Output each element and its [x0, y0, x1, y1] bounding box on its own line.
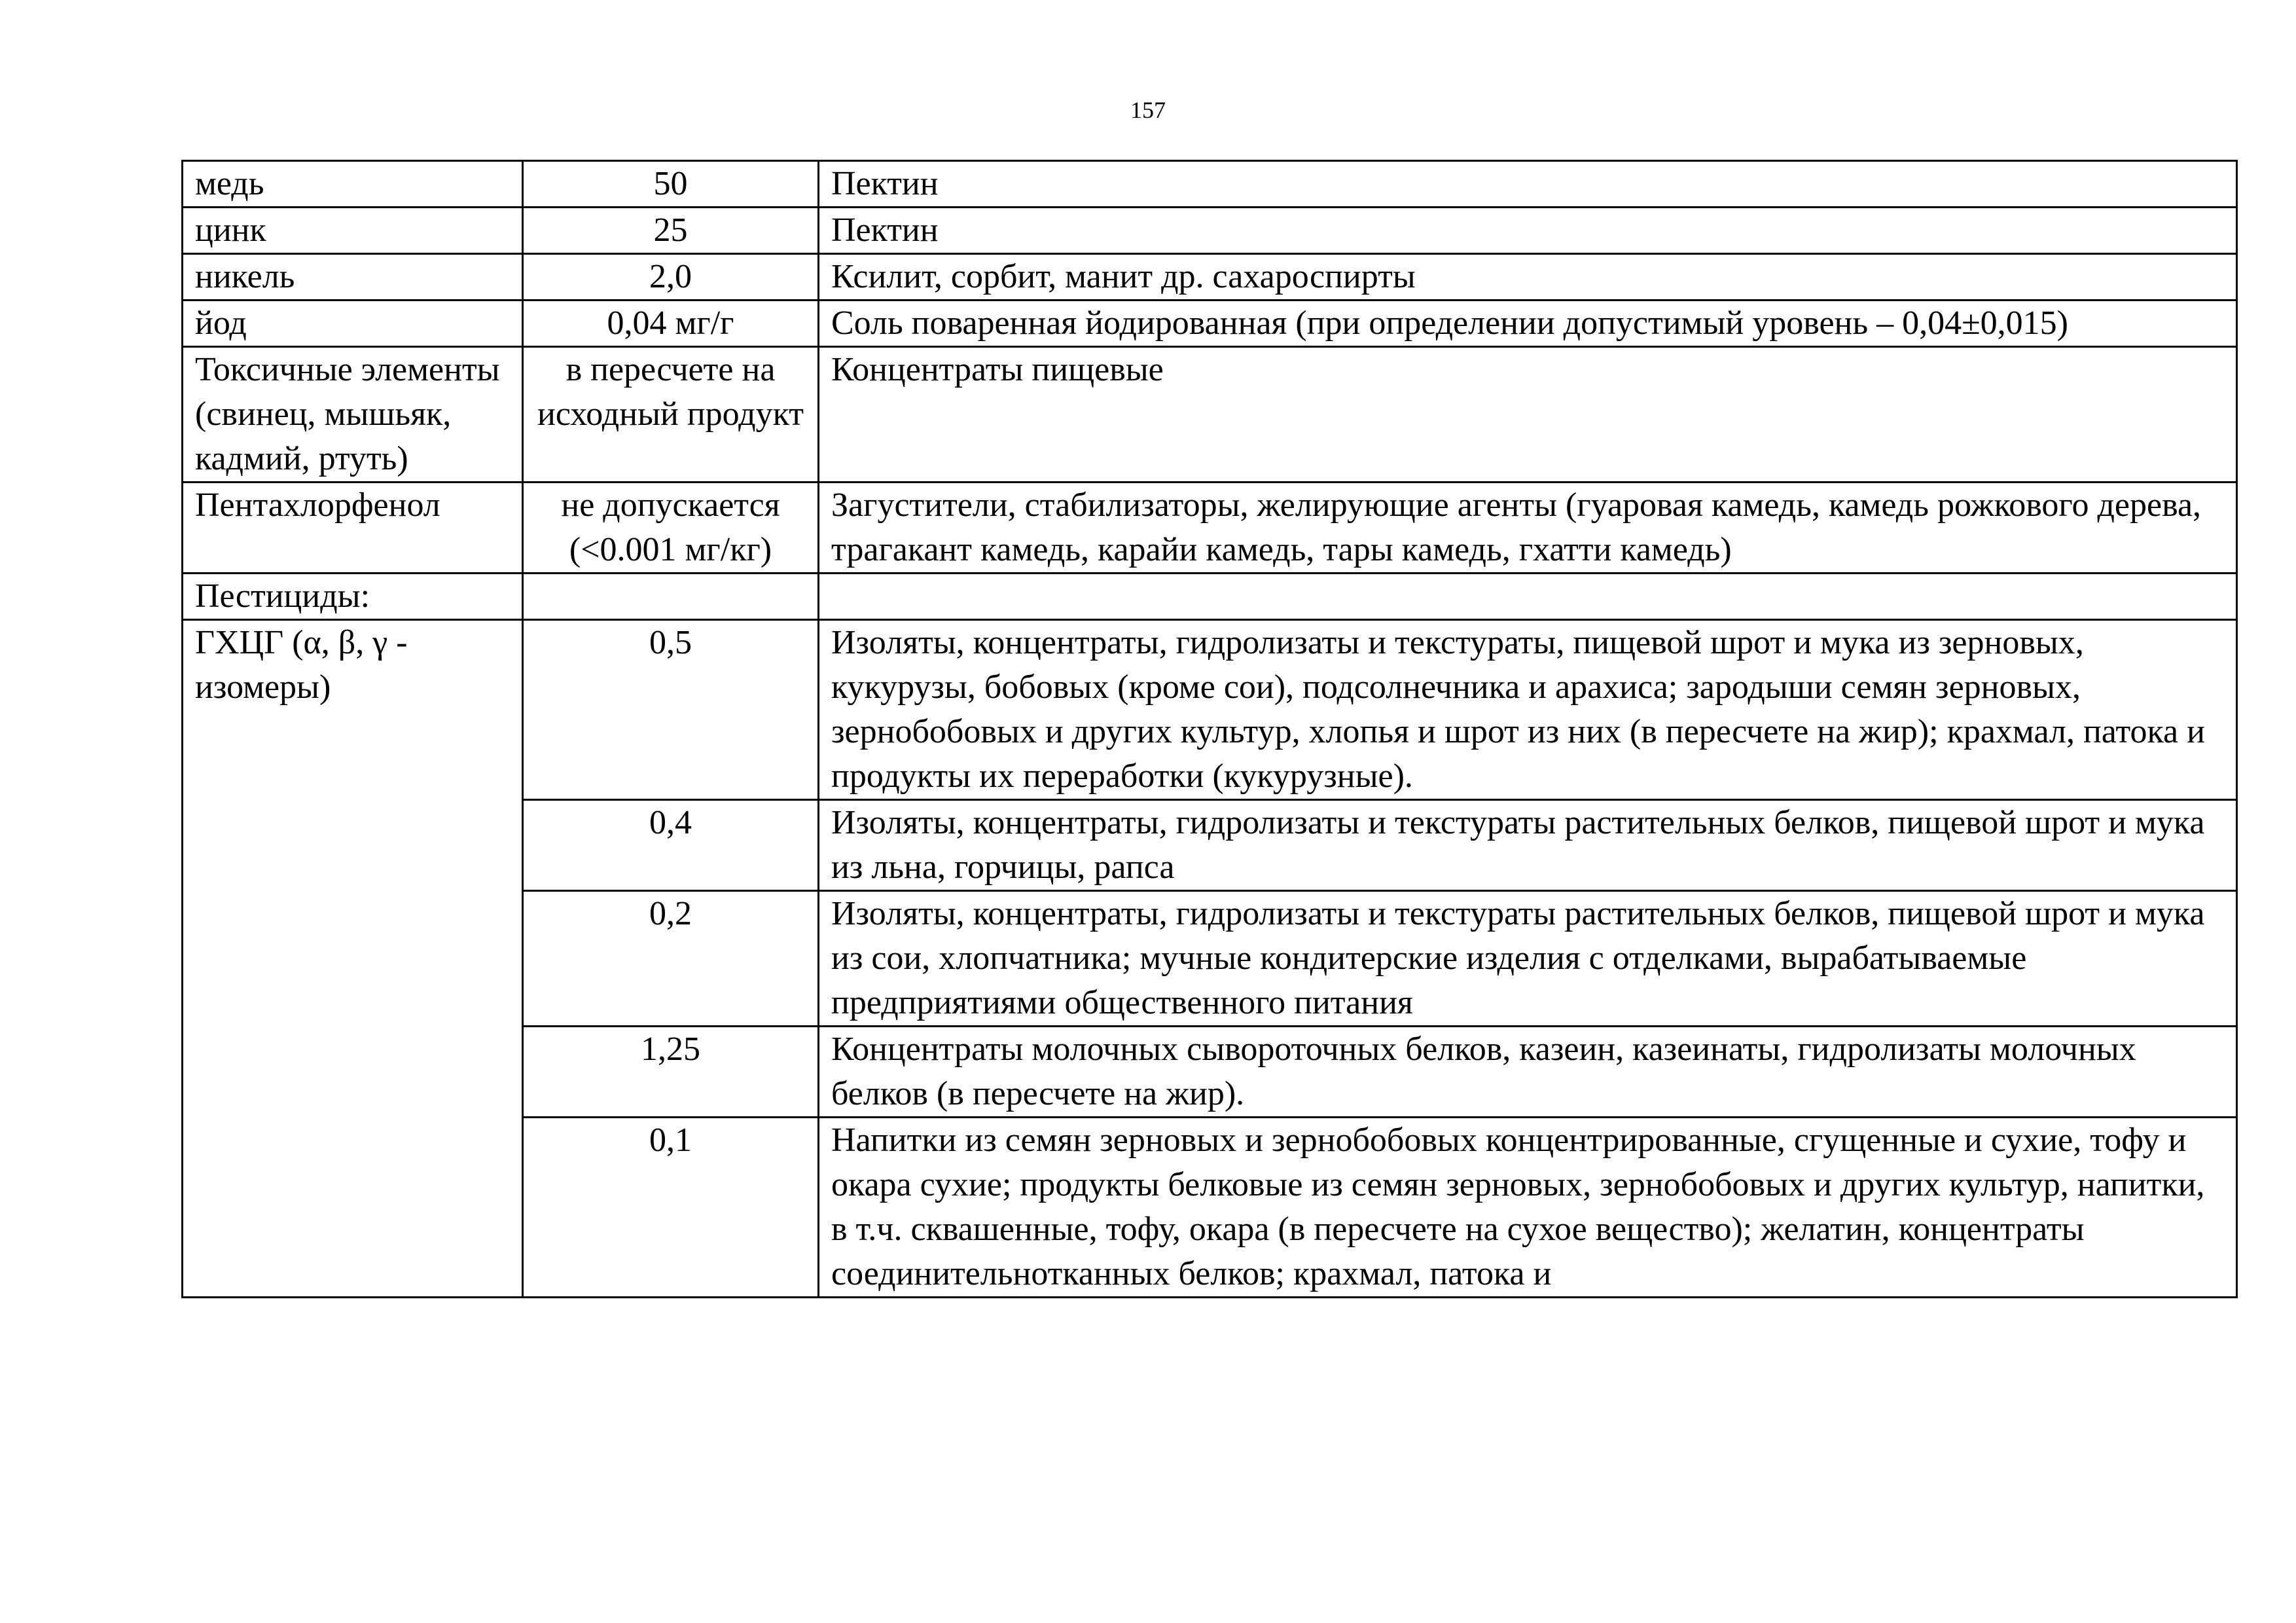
products-cell: Изоляты, концентраты, гидролизаты и текстураты растительных белков, пищевой шрот и мука из сои, хлопчатника; мучные кондитерские изделия с отделками, вырабатываемые предприятиями общественного питания — [819, 891, 2237, 1027]
limit-cell: 0,04 мг/г — [523, 301, 819, 347]
limit-cell: не допускается (<0.001 мг/кг) — [523, 483, 819, 574]
table-row — [183, 347, 2237, 483]
table-row — [183, 620, 2237, 800]
indicator-cell: цинк — [183, 208, 523, 254]
indicator-cell: Токсичные элементы (свинец, мышьяк, кадмий, ртуть) — [183, 347, 523, 483]
limit-cell: 50 — [523, 161, 819, 208]
products-cell: Концентраты молочных сывороточных белков, казеин, казеинаты, гидролизаты молочных белков (в пересчете на жир). — [819, 1027, 2237, 1118]
products-cell: Изоляты, концентраты, гидролизаты и текстураты растительных белков, пищевой шрот и мука из льна, горчицы, рапса — [819, 800, 2237, 891]
limit-cell: 0,2 — [523, 891, 819, 1027]
limit-cell: 0,5 — [523, 620, 819, 800]
products-cell: Загустители, стабилизаторы, желирующие агенты (гуаровая камедь, камедь рожкового дерева, трагакант камедь, карайи камедь, тары камедь, гхатти камедь) — [819, 483, 2237, 574]
products-cell: Изоляты, концентраты, гидролизаты и текстураты, пищевой шрот и мука из зерновых, кукурузы, бобовых (кроме сои), подсолнечника и арахиса; зародыши семян зерновых, зернобобовых и других культур, хлопья и шрот из них (в пересчете на жир); крахмал, патока и продукты их переработки (кукурузные). — [819, 620, 2237, 800]
limit-cell: 1,25 — [523, 1027, 819, 1118]
limit-cell: 0,4 — [523, 800, 819, 891]
table-row — [183, 301, 2237, 347]
indicator-cell: никель — [183, 254, 523, 301]
products-cell: Концентраты пищевые — [819, 347, 2237, 483]
limit-cell — [523, 574, 819, 620]
products-cell: Пектин — [819, 208, 2237, 254]
indicator-cell: медь — [183, 161, 523, 208]
table-row — [183, 161, 2237, 208]
limit-cell: 0,1 — [523, 1118, 819, 1298]
limit-cell: 25 — [523, 208, 819, 254]
products-cell: Ксилит, сорбит, манит др. сахароспирты — [819, 254, 2237, 301]
contaminants-table — [181, 160, 2238, 1298]
indicator-cell: ГХЦГ (α, β, γ - изомеры) — [183, 620, 523, 1298]
indicator-cell: Пентахлорфенол — [183, 483, 523, 574]
table-row — [183, 208, 2237, 254]
products-cell: Напитки из семян зерновых и зернобобовых концентрированные, сгущенные и сухие, тофу и окара сухие; продукты белковые из семян зерновых, зернобобовых и других культур, напитки, в т.ч. сквашенные, тофу, окара (в пересчете на сухое вещество); желатин, концентраты соединительнотканных белков; крахмал, патока и — [819, 1118, 2237, 1298]
limit-cell: в пересчете на исходный продукт — [523, 347, 819, 483]
products-cell: Соль поваренная йодированная (при определении допустимый уровень – 0,04±0,015) — [819, 301, 2237, 347]
page-number: 157 — [1130, 97, 1166, 123]
products-cell: Пектин — [819, 161, 2237, 208]
table-row — [183, 574, 2237, 620]
limit-cell: 2,0 — [523, 254, 819, 301]
indicator-cell: йод — [183, 301, 523, 347]
table-row — [183, 254, 2237, 301]
indicator-cell: Пестициды: — [183, 574, 523, 620]
table-row — [183, 483, 2237, 574]
products-cell — [819, 574, 2237, 620]
